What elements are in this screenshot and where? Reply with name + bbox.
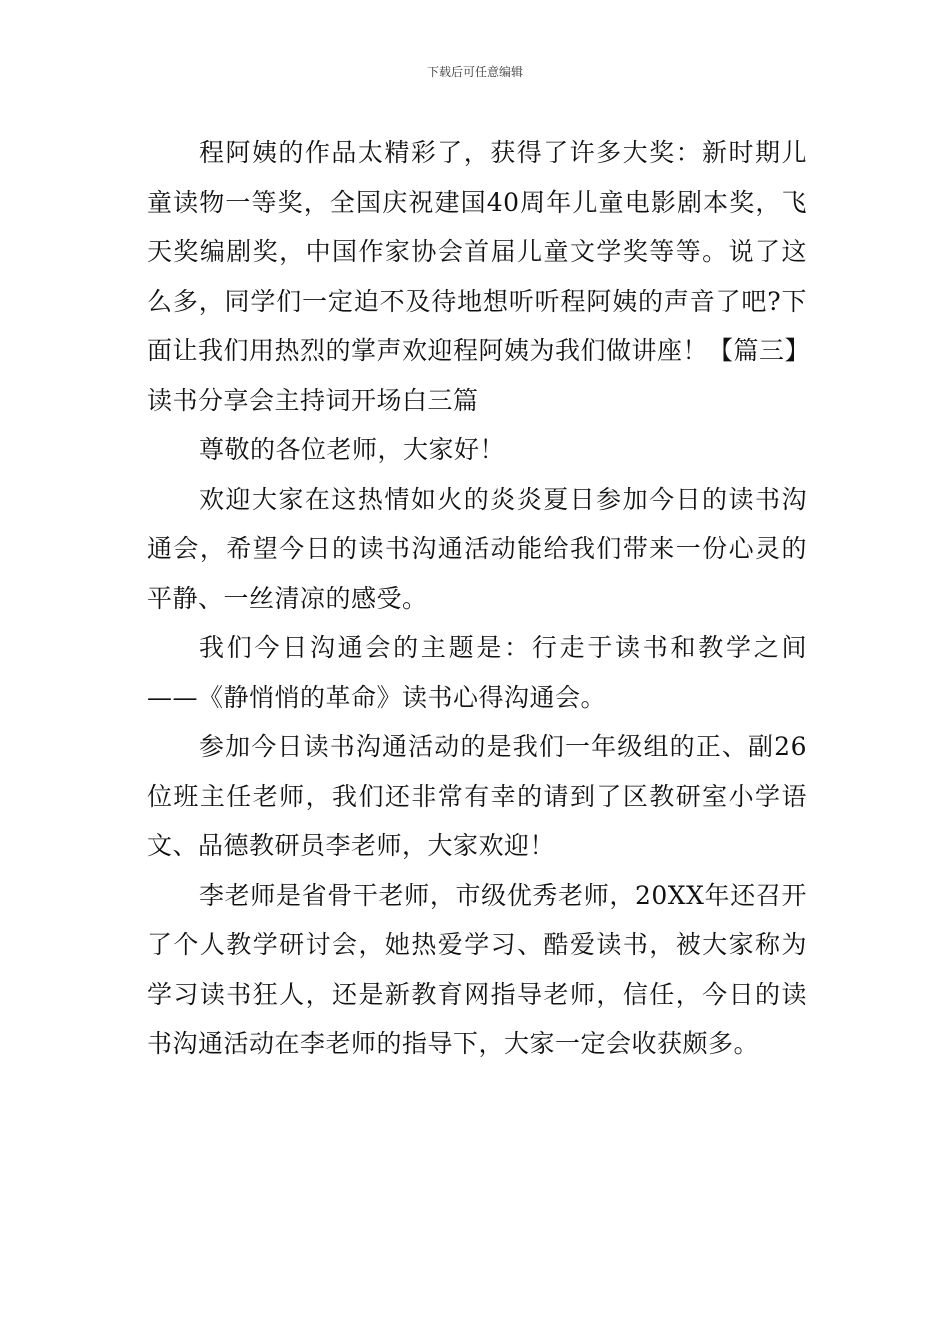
paragraph-awards: 程阿姨的作品太精彩了，获得了许多大奖：新时期儿童读物一等奖，全国庆祝建国40周年儿童电影剧本奖，飞天奖编剧奖，中国作家协会首届儿童文学奖等等。说了这么多，同学们一定迫不及待地想听听程阿姨的声音了吧?下面让我们用热烈的掌声欢迎程阿姨为我们做讲座！【篇三】: [147, 138, 811, 365]
paragraph-welcome: 欢迎大家在这热情如火的炎炎夏日参加今日的读书沟通会，希望今日的读书沟通活动能给我们带来一份心灵的平静、一丝清凉的感受。: [147, 484, 807, 613]
paragraph-greeting: 尊敬的各位老师，大家好！: [199, 435, 506, 464]
paragraph-participants: 参加今日读书沟通活动的是我们一年级组的正、副26位班主任老师，我们还非常有幸的请到了区教研室小学语文、品德教研员李老师，大家欢迎！: [147, 732, 807, 860]
page-header: 下载后可任意编辑: [426, 65, 523, 79]
section-title: 读书分享会主持词开场白三篇: [147, 385, 479, 415]
document-body: [147, 128, 811, 1069]
paragraph-theme: 我们今日沟通会的主题是：行走于读书和教学之间——《静悄悄的革命》读书心得沟通会。: [147, 633, 807, 712]
paragraph-teacher-intro: 李老师是省骨干老师，市级优秀老师，20XX年还召开了个人教学研讨会，她热爱学习、酷爱读书，被大家称为学习读书狂人，还是新教育网指导老师，信任，今日的读书沟通活动在李老师的指导下，大家一定会收获颇多。: [147, 880, 807, 1058]
